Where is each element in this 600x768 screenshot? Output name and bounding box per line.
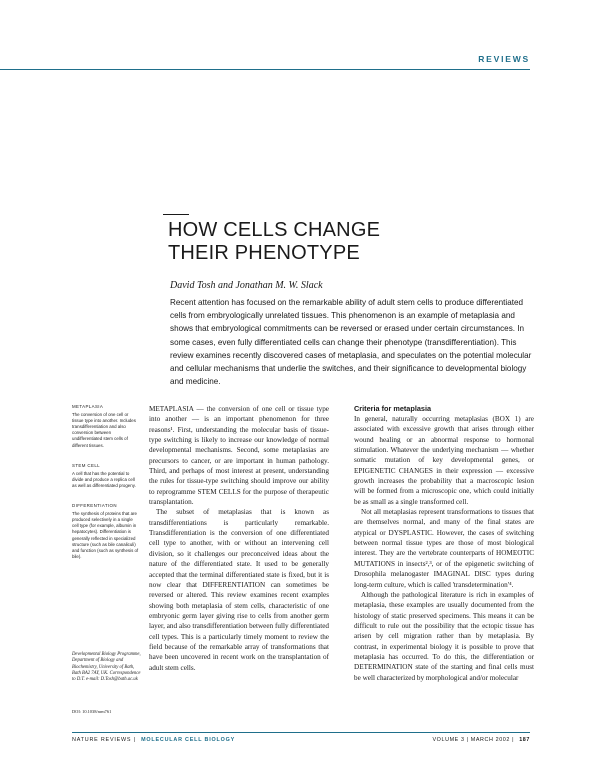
header-rule xyxy=(0,69,530,70)
footer-journal: NATURE REVIEWS | MOLECULAR CELL BIOLOGY xyxy=(72,737,235,743)
journal-subtitle: MOLECULAR CELL BIOLOGY xyxy=(141,737,235,743)
journal-name: NATURE REVIEWS xyxy=(72,737,132,743)
article-title xyxy=(168,219,528,265)
section-tag: REVIEWS xyxy=(478,54,530,64)
title-line-2: THEIR PHENOTYPE xyxy=(168,242,360,264)
footer-rule xyxy=(72,732,530,733)
glossary-term: METAPLASIA xyxy=(72,404,104,409)
doi: DOI: 10.1038/nrm761 xyxy=(72,709,112,714)
volume-info: VOLUME 3 | MARCH 2002 xyxy=(432,737,510,743)
glossary-term: DIFFERENTIATION xyxy=(72,503,117,509)
authors: David Tosh and Jonathan M. W. Slack xyxy=(170,280,323,291)
paragraph: METAPLASIA — the conversion of one cell or tissue type into another — is an important phenomenon for three reasons¹. First, understanding the molecular basis of tissue-type switching is likely to increase our knowledge of normal developmental mechanisms. Second, some metaplasias are precursors to cancer, or are important in human pathology. Third, and perhaps of most interest at present, understanding the rules for tissue-type switching should improve our ability to reprogramme STEM CELLS for the purpose of therapeutic transplantation. xyxy=(149,405,329,507)
glossary-definition: The conversion of one cell or tissue type into another. Includes transdifferentiation and also conversion between undifferentiated stem cells of different tissues. xyxy=(72,412,136,448)
body-column-1 xyxy=(149,404,329,673)
glossary-sidebar xyxy=(72,404,140,560)
paragraph: The subset of metaplasias that is known as transdifferentiations is particularly remarkable. Transdifferentiation is the conversion of one differentiated cell type to another, with or without an intervening cell division, so it challenges our preconceived ideas about the nature of the differentiated state. It used to be generally accepted that the terminal differentiated state is fixed, but it is now clear that DIFFERENTIATION can sometimes be reversed or altered. This review examines recent examples showing both metaplasia of stem cells, characteristic of one embryonic germ layer giving rise to cells from another germ layer, and also transdifferentiation between fully differentiated cell types. This is a particularly timely moment to review the field because of the remarkable array of transformations that have been uncovered in recent work on the transplantation of adult stem cells. xyxy=(149,508,329,672)
paragraph: In general, naturally occurring metaplasias (BOX 1) are associated with excessive growth that arises through either wound healing or an abnormal response to hormonal stimulation. Whatever the underlying mechanism — whether somatic mutation of key developmental genes, or EPIGENETIC CHANGES in their expression — excessive growth increases the probability that a macroscopic lesion will be formed from a microscopic one, which could initially be as small as a single transformed cell. xyxy=(354,415,534,506)
glossary-definition: The synthesis of proteins that are produced selectively in a single cell type (for example, albumin in hepatocytes). Differentiation is generally reflected in specialized structure (such as bile canaliculi) and function (such as synthesis of bile). xyxy=(72,511,139,559)
footer-volume: VOLUME 3 | MARCH 2002 | 187 xyxy=(432,737,530,743)
title-line-1: HOW CELLS CHANGE xyxy=(168,219,381,241)
paragraph: Not all metaplasias represent transformations to tissues that are themselves normal, and many of the final states are atypical or DYSPLASTIC. However, the cases of switching between normal tissue types are those of most biological interest. They are the vertebrate counterparts of HOMEOTIC MUTATIONS in insects²,³, or of the epigenetic switching of Drosophila melanogaster IMAGINAL DISC types during long-term culture, which is called 'transdetermination'⁴. xyxy=(354,508,534,589)
glossary-term: STEM CELL xyxy=(72,462,100,468)
glossary-definition: A cell that has the potential to divide and produce a replica cell as well as differentiated progeny. xyxy=(72,470,136,488)
abstract: Recent attention has focused on the remarkable ability of adult stem cells to produce differentiated cells from embryologically unrelated tissues. This phenomenon is an example of metaplasia and shows that embryological commitments can be reversed or erased under certain circumstances. In some cases, even fully differentiated cells can change their phenotype (transdifferentiation). This review examines recently discovered cases of metaplasia, and speculates on the potential molecular and cellular mechanisms that underlie the switches, and their significance to developmental biology and medicine. xyxy=(170,298,532,387)
body-column-2 xyxy=(354,404,534,683)
paragraph: Although the pathological literature is rich in examples of metaplasia, these examples are usually documented from the histology of static preserved specimens. This means it can be difficult to rule out the possibility that the ectopic tissue has arisen by cell migration rather than by metaplasia. By contrast, in experimental biology it is possible to prove that metaplasia has occurred. To do this, the differentiation or DETERMINATION state of the starting and final cells must be well characterized by morphological and/or molecular xyxy=(354,590,534,682)
section-heading: Criteria for metaplasia xyxy=(354,404,432,413)
page-number: 187 xyxy=(519,737,530,743)
title-rule xyxy=(163,214,189,215)
author-affiliation: Developmental Biology Programme, Department of Biology and Biochemistry, University of Bath, Bath BA2 7AY, UK. Correspondence to D.T. e-mail: D.Tosh@bath.ac.uk xyxy=(72,652,141,683)
